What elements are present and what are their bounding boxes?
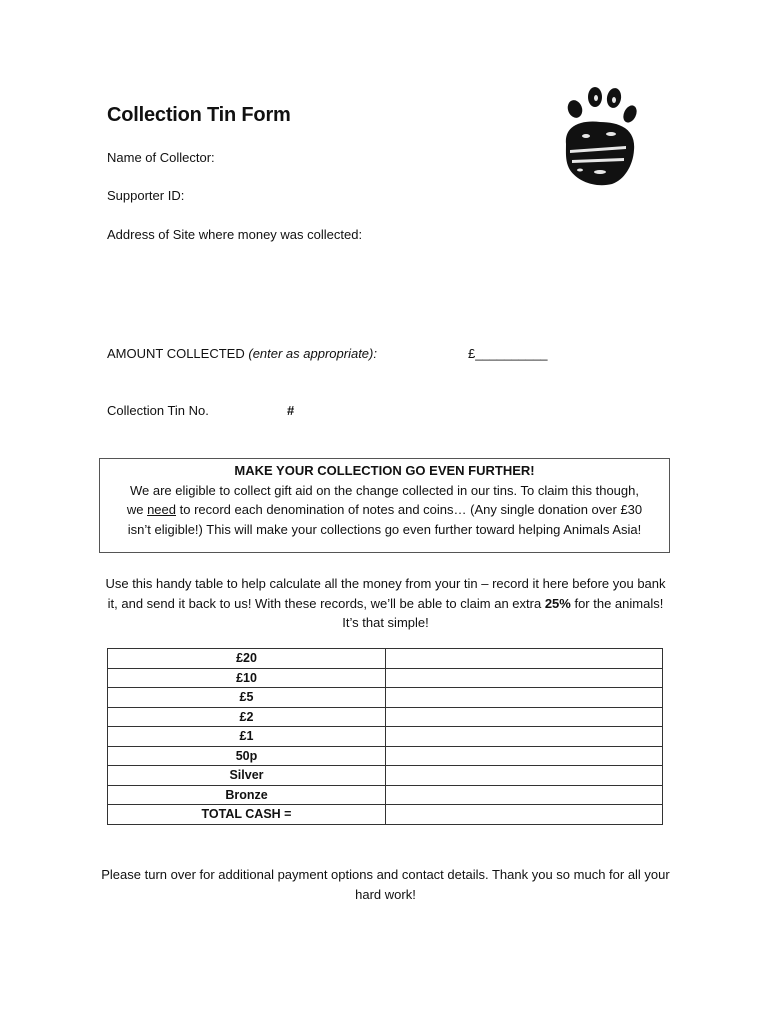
gift-aid-notice bbox=[99, 458, 670, 553]
need-emphasis: need bbox=[147, 502, 176, 517]
gift-aid-percent: 25% bbox=[544, 595, 571, 611]
table-row bbox=[108, 707, 663, 727]
supporter-id-label: Supporter ID: bbox=[107, 188, 185, 203]
amount-collected-hint: (enter as appropriate): bbox=[248, 346, 377, 361]
denomination-label: £10 bbox=[108, 668, 386, 688]
site-address-label: Address of Site where money was collected: bbox=[107, 227, 363, 242]
amount-cell[interactable] bbox=[386, 707, 663, 727]
denomination-table bbox=[107, 648, 663, 825]
amount-collected-row bbox=[107, 346, 377, 361]
denomination-label: £20 bbox=[108, 649, 386, 669]
amount-cell[interactable] bbox=[386, 766, 663, 786]
table-row bbox=[108, 688, 663, 708]
table-row bbox=[108, 766, 663, 786]
footer-note: Please turn over for additional payment options and contact details. Thank you so much for all your hard work! bbox=[101, 867, 670, 902]
collector-name-label: Name of Collector: bbox=[107, 150, 215, 165]
notice-line-3: isn’t eligible!) This will make your collections go even further toward helping Animals Asia! bbox=[127, 521, 642, 537]
table-row bbox=[108, 746, 663, 766]
amount-value-field[interactable]: £__________ bbox=[468, 346, 548, 361]
table-row bbox=[108, 727, 663, 747]
table-row bbox=[108, 785, 663, 805]
denomination-label: £2 bbox=[108, 707, 386, 727]
form-title: Collection Tin Form bbox=[107, 104, 291, 126]
amount-cell[interactable] bbox=[386, 805, 663, 825]
amount-cell[interactable] bbox=[386, 785, 663, 805]
denomination-label: Silver bbox=[108, 766, 386, 786]
notice-heading: MAKE YOUR COLLECTION GO EVEN FURTHER! bbox=[234, 463, 535, 478]
notice-line-2: we need to record each denomination of notes and coins… (Any single donation over £30 bbox=[126, 502, 643, 517]
denomination-label: 50p bbox=[108, 746, 386, 766]
denomination-label: Bronze bbox=[108, 785, 386, 805]
amount-collected-label: AMOUNT COLLECTED bbox=[107, 346, 245, 361]
amount-cell[interactable] bbox=[386, 668, 663, 688]
table-row bbox=[108, 805, 663, 825]
denomination-label: TOTAL CASH = bbox=[108, 805, 386, 825]
amount-cell[interactable] bbox=[386, 649, 663, 669]
table-row bbox=[108, 649, 663, 669]
tin-number-field[interactable]: # bbox=[287, 403, 295, 418]
notice-line-1: We are eligible to collect gift aid on the change collected in our tins. To claim this though, bbox=[130, 482, 639, 498]
table-row bbox=[108, 668, 663, 688]
amount-cell[interactable] bbox=[386, 727, 663, 747]
amount-cell[interactable] bbox=[386, 746, 663, 766]
tin-number-label: Collection Tin No. bbox=[107, 403, 209, 418]
paw-print-icon bbox=[556, 84, 642, 192]
table-intro-text: Use this handy table to help calculate all the money from your tin – record it here before you bank it, and send it back to us! With these records, we’ll be able to claim an extra 25% for the animals! It’s that simple! bbox=[105, 576, 666, 630]
amount-cell[interactable] bbox=[386, 688, 663, 708]
denomination-label: £5 bbox=[108, 688, 386, 708]
denomination-label: £1 bbox=[108, 727, 386, 747]
